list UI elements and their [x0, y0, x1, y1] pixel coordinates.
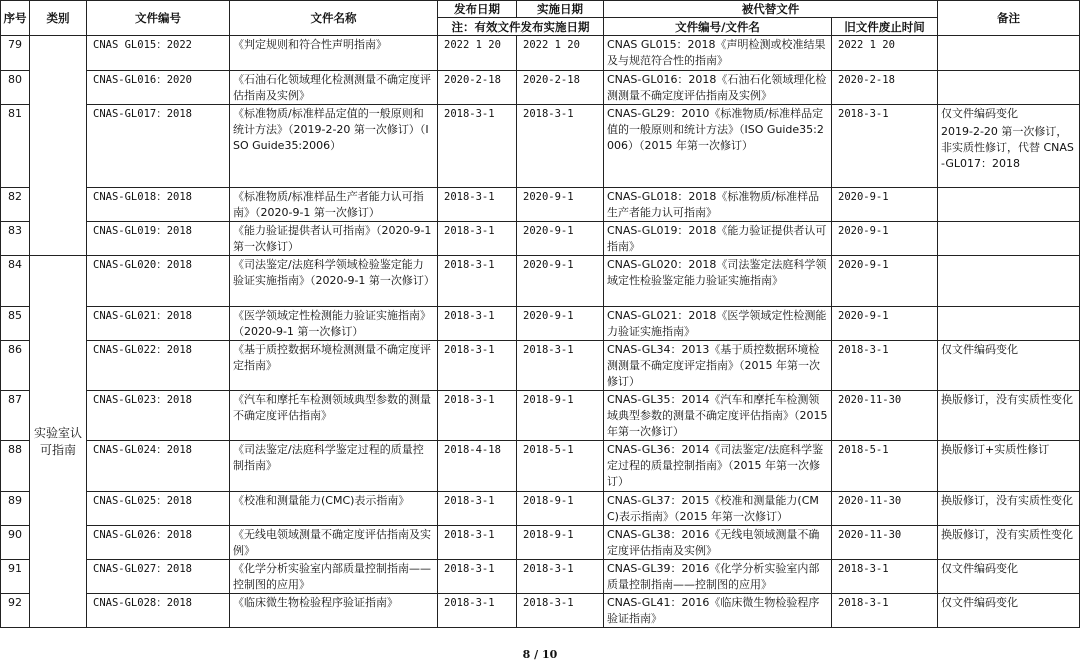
- row-stop: 2018-3-1: [832, 105, 938, 188]
- row-code: CNAS-GL021：2018: [87, 307, 230, 341]
- row-replaced: CNAS-GL019：2018《能力验证提供者认可指南》: [604, 222, 832, 256]
- table-row: [1, 256, 1080, 307]
- row-publish: 2020-2-18: [438, 71, 517, 105]
- row-impl: 2020-9-1: [517, 307, 604, 341]
- row-name: 《无线电领域测量不确定度评估指南及实例》: [230, 526, 438, 560]
- row-code: CNAS GL015：2022: [87, 36, 230, 71]
- row-impl: 2022 1 20: [517, 36, 604, 71]
- row-remark: 仅文件编码变化: [938, 341, 1080, 391]
- row-publish: 2018-3-1: [438, 307, 517, 341]
- row-code: CNAS-GL024：2018: [87, 441, 230, 492]
- row-impl: 2018-9-1: [517, 526, 604, 560]
- row-seq: 85: [1, 307, 30, 341]
- table-row: [1, 594, 1080, 628]
- row-replaced: CNAS-GL020：2018《司法鉴定法庭科学领域定性检验鉴定能力验证实施指南》: [604, 256, 832, 307]
- header-publish-date: 发布日期: [438, 1, 517, 18]
- row-stop: 2020-9-1: [832, 188, 938, 222]
- table-row: [1, 105, 1080, 188]
- row-publish: 2018-3-1: [438, 341, 517, 391]
- row-remark: 换版修订，没有实质性变化: [938, 526, 1080, 560]
- header-doc-no: 文件编号: [87, 1, 230, 36]
- row-code: CNAS-GL019：2018: [87, 222, 230, 256]
- table-row: [1, 188, 1080, 222]
- row-stop: 2020-2-18: [832, 71, 938, 105]
- row-code: CNAS-GL018：2018: [87, 188, 230, 222]
- row-seq: 88: [1, 441, 30, 492]
- row-code: CNAS-GL016：2020: [87, 71, 230, 105]
- row-stop: 2018-3-1: [832, 341, 938, 391]
- row-replaced: CNAS-GL021：2018《医学领域定性检测能力验证实施指南》: [604, 307, 832, 341]
- row-publish: 2018-3-1: [438, 594, 517, 628]
- table-row: [1, 341, 1080, 391]
- row-code: CNAS-GL023：2018: [87, 391, 230, 441]
- row-stop: 2020-9-1: [832, 307, 938, 341]
- row-impl: 2018-3-1: [517, 105, 604, 188]
- row-category-empty: [30, 36, 87, 256]
- row-seq: 89: [1, 492, 30, 526]
- header-category: 类别: [30, 1, 87, 36]
- row-seq: 91: [1, 560, 30, 594]
- row-code: CNAS-GL020：2018: [87, 256, 230, 307]
- row-remark-line-2: 2019-2-20 第一次修订，非实质性修订，代替 CNAS-GL017：2018: [941, 125, 1074, 170]
- header-note-effective: 注：有效文件发布实施日期: [438, 18, 604, 36]
- row-remark: 仅文件编码变化: [938, 560, 1080, 594]
- header-seq: 序号: [1, 1, 30, 36]
- table-row: [1, 492, 1080, 526]
- row-publish: 2018-3-1: [438, 222, 517, 256]
- row-remark: [938, 105, 1080, 188]
- row-impl: 2020-9-1: [517, 188, 604, 222]
- row-remark: [938, 222, 1080, 256]
- row-code: CNAS-GL028：2018: [87, 594, 230, 628]
- row-publish: 2018-3-1: [438, 188, 517, 222]
- row-seq: 87: [1, 391, 30, 441]
- row-seq: 81: [1, 105, 30, 188]
- header-doc-name: 文件名称: [230, 1, 438, 36]
- row-code: CNAS-GL026：2018: [87, 526, 230, 560]
- header-replaced: 被代替文件: [604, 1, 938, 18]
- row-seq: 86: [1, 341, 30, 391]
- row-remark: [938, 36, 1080, 71]
- row-replaced: CNAS-GL34：2013《基于质控数据环境检测测量不确定度评定指南》（2015 年第一次修订）: [604, 341, 832, 391]
- row-publish: 2018-3-1: [438, 560, 517, 594]
- row-seq: 84: [1, 256, 30, 307]
- row-replaced: CNAS-GL38：2016《无线电领域测量不确定度评估指南及实例》: [604, 526, 832, 560]
- table-row: [1, 526, 1080, 560]
- row-publish: 2018-3-1: [438, 391, 517, 441]
- row-replaced: CNAS-GL29：2010《标准物质/标准样品定值的一般原则和统计方法》（ISO Guide35:2006）（2015 年第一次修订）: [604, 105, 832, 188]
- table-row: [1, 36, 1080, 71]
- row-impl: 2020-9-1: [517, 222, 604, 256]
- row-code: CNAS-GL022：2018: [87, 341, 230, 391]
- row-publish: 2018-3-1: [438, 526, 517, 560]
- row-name: 《判定规则和符合性声明指南》: [230, 36, 438, 71]
- row-remark-line-1: 仅文件编码变化: [941, 107, 1018, 120]
- row-impl: 2018-9-1: [517, 492, 604, 526]
- page-number: 8 / 10: [522, 648, 558, 661]
- table-row: [1, 391, 1080, 441]
- row-replaced: CNAS-GL36：2014《司法鉴定/法庭科学鉴定过程的质量控制指南》（2015 年第一次修订）: [604, 441, 832, 492]
- row-seq: 80: [1, 71, 30, 105]
- table-row: [1, 307, 1080, 341]
- row-name: 《校准和测量能力(CMC)表示指南》: [230, 492, 438, 526]
- row-publish: 2018-4-18: [438, 441, 517, 492]
- row-stop: 2020-11-30: [832, 391, 938, 441]
- row-replaced: CNAS-GL37：2015《校准和测量能力(CMC)表示指南》（2015 年第一次修订）: [604, 492, 832, 526]
- row-stop: 2020-11-30: [832, 526, 938, 560]
- row-replaced: CNAS-GL016：2018《石油石化领域理化检测测量不确定度评估指南及实例》: [604, 71, 832, 105]
- row-stop: 2022 1 20: [832, 36, 938, 71]
- row-replaced: CNAS-GL35：2014《汽车和摩托车检测领域典型参数的测量不确定度评估指南》（2015 年第一次修订）: [604, 391, 832, 441]
- row-stop: 2018-5-1: [832, 441, 938, 492]
- row-name: 《标准物质/标准样品定值的一般原则和统计方法》（2019-2-20 第一次修订）（ISO Guide35:2006）: [230, 105, 438, 188]
- row-seq: 90: [1, 526, 30, 560]
- row-stop: 2018-3-1: [832, 560, 938, 594]
- table-row: [1, 222, 1080, 256]
- row-stop: 2018-3-1: [832, 594, 938, 628]
- header-replaced-no-name: 文件编号/文件名: [604, 18, 832, 36]
- row-remark: [938, 71, 1080, 105]
- row-impl: 2018-3-1: [517, 560, 604, 594]
- table-row: [1, 560, 1080, 594]
- row-replaced: CNAS-GL41：2016《临床微生物检验程序验证指南》: [604, 594, 832, 628]
- row-name: 《化学分析实验室内部质量控制指南——控制图的应用》: [230, 560, 438, 594]
- row-impl: 2018-3-1: [517, 341, 604, 391]
- header-old-stop: 旧文件废止时间: [832, 18, 938, 36]
- header-impl-date: 实施日期: [517, 1, 604, 18]
- row-code: CNAS-GL027：2018: [87, 560, 230, 594]
- row-stop: 2020-9-1: [832, 256, 938, 307]
- row-code: CNAS-GL017：2018: [87, 105, 230, 188]
- row-name: 《医学领域定性检测能力验证实施指南》（2020-9-1 第一次修订）: [230, 307, 438, 341]
- row-remark: 换版修订+实质性修订: [938, 441, 1080, 492]
- row-seq: 92: [1, 594, 30, 628]
- row-impl: 2020-2-18: [517, 71, 604, 105]
- header-remark: 备注: [938, 1, 1080, 36]
- row-name: 《司法鉴定/法庭科学鉴定过程的质量控制指南》: [230, 441, 438, 492]
- row-impl: 2018-5-1: [517, 441, 604, 492]
- row-name: 《司法鉴定/法庭科学领域检验鉴定能力验证实施指南》（2020-9-1 第一次修订）: [230, 256, 438, 307]
- row-name: 《标准物质/标准样品生产者能力认可指南》（2020-9-1 第一次修订）: [230, 188, 438, 222]
- row-replaced: CNAS-GL39：2016《化学分析实验室内部质量控制指南——控制图的应用》: [604, 560, 832, 594]
- row-impl: 2020-9-1: [517, 256, 604, 307]
- row-publish: 2018-3-1: [438, 105, 517, 188]
- row-name: 《石油石化领域理化检测测量不确定度评估指南及实例》: [230, 71, 438, 105]
- row-remark: 换版修订，没有实质性变化: [938, 492, 1080, 526]
- row-seq: 83: [1, 222, 30, 256]
- row-impl: 2018-3-1: [517, 594, 604, 628]
- row-remark: 换版修订，没有实质性变化: [938, 391, 1080, 441]
- row-remark: [938, 307, 1080, 341]
- row-impl: 2018-9-1: [517, 391, 604, 441]
- row-code: CNAS-GL025：2018: [87, 492, 230, 526]
- row-publish: 2018-3-1: [438, 492, 517, 526]
- row-category-lab: 实验室认可指南: [30, 256, 87, 628]
- row-stop: 2020-11-30: [832, 492, 938, 526]
- row-remark: [938, 256, 1080, 307]
- row-publish: 2018-3-1: [438, 256, 517, 307]
- table-row: [1, 71, 1080, 105]
- table-row: [1, 441, 1080, 492]
- row-seq: 82: [1, 188, 30, 222]
- row-seq: 79: [1, 36, 30, 71]
- row-stop: 2020-9-1: [832, 222, 938, 256]
- row-name: 《临床微生物检验程序验证指南》: [230, 594, 438, 628]
- row-replaced: CNAS GL015：2018《声明检测或校准结果及与规范符合性的指南》: [604, 36, 832, 71]
- row-name: 《汽车和摩托车检测领域典型参数的测量不确定度评估指南》: [230, 391, 438, 441]
- row-name: 《能力验证提供者认可指南》（2020-9-1 第一次修订）: [230, 222, 438, 256]
- row-name: 《基于质控数据环境检测测量不确定度评定指南》: [230, 341, 438, 391]
- row-remark: [938, 188, 1080, 222]
- row-publish: 2022 1 20: [438, 36, 517, 71]
- row-replaced: CNAS-GL018：2018《标准物质/标准样品生产者能力认可指南》: [604, 188, 832, 222]
- row-remark: 仅文件编码变化: [938, 594, 1080, 628]
- header-row-1: [1, 1, 1080, 18]
